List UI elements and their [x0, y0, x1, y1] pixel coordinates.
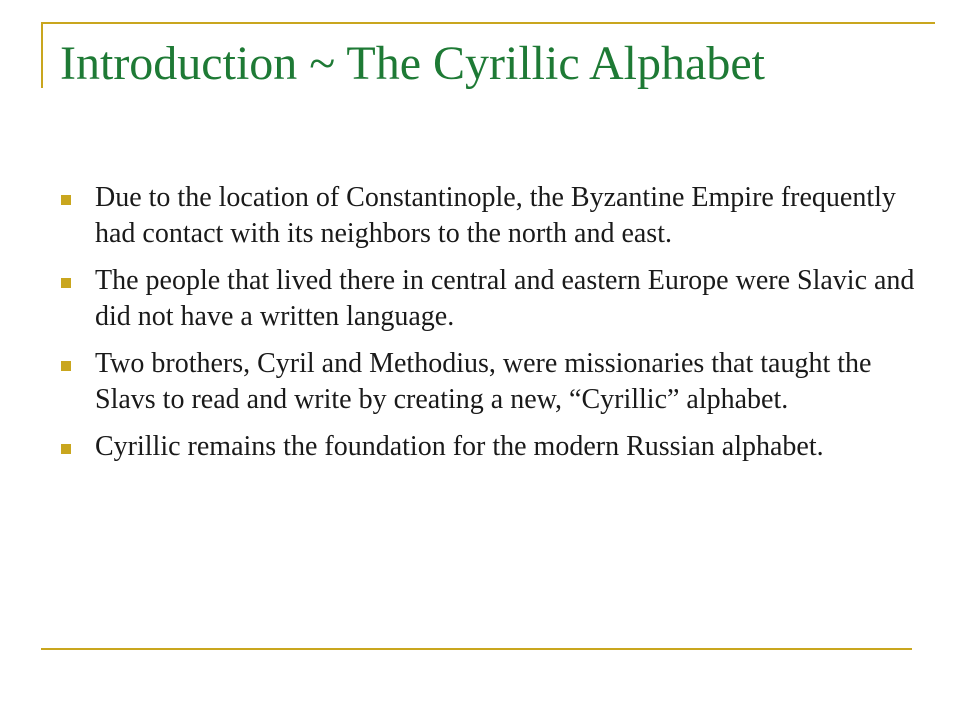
frame-left-rule [41, 22, 43, 88]
frame-bottom-rule [41, 648, 912, 650]
bullet-text: Due to the location of Constantinople, the Byzantine Empire frequently had contact with its neighbors to the north and east. [95, 182, 896, 249]
square-bullet-icon [61, 195, 71, 205]
bullet-text: Cyrillic remains the foundation for the modern Russian alphabet. [95, 431, 824, 462]
bullet-item [60, 180, 920, 252]
bullet-item [60, 346, 920, 418]
bullet-text: Two brothers, Cyril and Methodius, were missionaries that taught the Slavs to read and write by creating a new, “Cyrillic” alphabet. [95, 348, 872, 415]
bullet-text: The people that lived there in central and eastern Europe were Slavic and did not have a written language. [95, 265, 915, 332]
slide-title: Introduction ~ The Cyrillic Alphabet [60, 37, 765, 90]
square-bullet-icon [61, 444, 71, 454]
bullet-item [60, 263, 920, 335]
square-bullet-icon [61, 361, 71, 371]
square-bullet-icon [61, 278, 71, 288]
bullet-list [60, 180, 920, 476]
frame-top-rule [41, 22, 935, 24]
bullet-item [60, 429, 920, 465]
